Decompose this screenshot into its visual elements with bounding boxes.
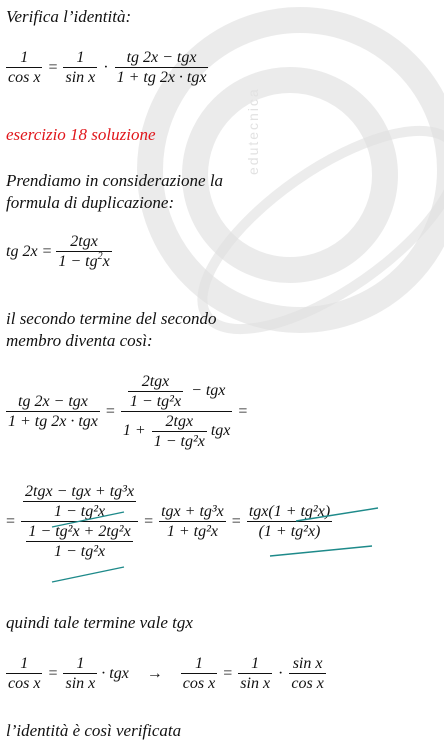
num: tg 2x − tgx bbox=[18, 393, 88, 410]
duplication-formula bbox=[6, 232, 112, 271]
line: membro diventa così: bbox=[6, 331, 153, 350]
num: tgx + tg³x bbox=[161, 503, 224, 520]
den: 1 + tg 2x · tgx bbox=[116, 69, 207, 86]
den: sin x bbox=[65, 675, 96, 692]
den: cos x bbox=[182, 675, 216, 692]
frac-rhs1 bbox=[63, 48, 97, 87]
num: tgx(1 + tg²x) bbox=[248, 503, 331, 520]
den: $1 - tg^2x$ bbox=[58, 251, 110, 270]
line: il secondo termine del secondo bbox=[6, 309, 217, 328]
num: 2tgx bbox=[70, 233, 98, 250]
num: 1 bbox=[20, 655, 29, 672]
step2-formula: = $\frac{\frac{\text{2tgx − tgx + tg³x}}{\text{1 − tg²x}}}{\frac{\text{1 − tg²x + 2tg²x}}{\text{1 − tg²x}}}$ = $\frac{\text{tgx + tg³x}}{\text{1 + tg²x}}$ = $\frac{\text{tgx(1 + tg²x)}}{\text{(1 + tg²x)}}$ bbox=[6, 483, 331, 560]
conclusion-1: quindi tale termine vale tgx bbox=[6, 613, 193, 632]
identity-formula: $\frac{1}{\text{cos x}}$ = $\frac{1}{\text{sin x}}$ · $\frac{\text{tg 2x − tgx}}{\text{1 + tg 2x · tgx}}$ bbox=[8, 49, 207, 86]
frac-step2-big bbox=[21, 482, 138, 561]
den: (1 + tg²x) bbox=[258, 523, 321, 540]
frac-rhs2 bbox=[115, 48, 209, 87]
den: sin x bbox=[65, 69, 96, 86]
num: 1 − tg²x + 2tg²x bbox=[28, 523, 131, 540]
den: 1 − tg²x bbox=[53, 543, 106, 560]
den: cos x bbox=[8, 69, 41, 86]
den: cos x bbox=[291, 675, 324, 692]
den: 1 − tg²x bbox=[53, 503, 106, 520]
compound-den bbox=[121, 412, 232, 451]
frac-step2-end bbox=[247, 502, 332, 541]
num: 2tgx bbox=[165, 413, 194, 430]
den: sin x bbox=[240, 675, 271, 692]
num: 2tgx − tgx + tg³x bbox=[25, 483, 135, 500]
line: Prendiamo in considerazione la bbox=[6, 171, 224, 190]
num: 1 bbox=[251, 655, 260, 672]
den: 1 − tg²x bbox=[129, 393, 182, 410]
paragraph-2 bbox=[6, 308, 217, 352]
den: 1 − tg²x bbox=[153, 433, 205, 450]
arrow-icon: → bbox=[146, 664, 163, 682]
big-den bbox=[24, 522, 134, 561]
frac-lhs bbox=[6, 48, 42, 87]
watermark-text: edutecnica bbox=[245, 87, 261, 175]
num: 1 bbox=[195, 655, 204, 672]
num: sin x bbox=[292, 655, 323, 672]
final-formula: $\frac{1}{\text{cos x}}$ = $\frac{1}{\text{sin x}}$ · tgx → $\frac{1}{\text{cos x}}$ = $\frac{1}{\text{sin x}}$ · $\frac{\text{sin x}}{\text{cos x}}$ bbox=[8, 655, 324, 692]
solution-label: esercizio 18 soluzione bbox=[6, 125, 156, 144]
num: 1 bbox=[76, 49, 85, 66]
compound-num bbox=[126, 372, 227, 411]
tail: · tgx bbox=[101, 664, 129, 682]
step1-formula: $\frac{\text{tg 2x − tgx}}{\text{1 + tg 2x · tgx}}$ = $\frac{\text{2tgx}}{\text{1 − tg²x}}$ − tgx 1 + $\frac{\text{2tgx}}{\text{1 − tg²x}}$ tgx = bbox=[8, 373, 248, 450]
frac-step2-mid bbox=[159, 502, 226, 541]
paragraph-1 bbox=[6, 170, 223, 214]
head: 1 + bbox=[122, 422, 146, 440]
frac-duplication bbox=[56, 232, 111, 271]
heading: Verifica l’identità: bbox=[6, 7, 132, 26]
line: formula di duplicazione: bbox=[6, 193, 175, 212]
num: 1 bbox=[20, 49, 29, 66]
num: tg 2x − tgx bbox=[126, 49, 197, 66]
num: 1 bbox=[76, 655, 85, 672]
tail: tgx bbox=[210, 422, 231, 440]
frac-step1-lhs bbox=[6, 392, 100, 431]
lhs: tg 2x = bbox=[6, 242, 53, 260]
conclusion-2: l’identità è così verificata bbox=[6, 721, 182, 740]
den: 1 + tg²x bbox=[166, 523, 218, 540]
big-num bbox=[21, 482, 138, 521]
den: cos x bbox=[8, 675, 41, 692]
tail: − tgx bbox=[191, 382, 226, 400]
num: 2tgx bbox=[141, 373, 170, 390]
frac-step1-compound bbox=[121, 372, 232, 451]
den: 1 + tg 2x · tgx bbox=[8, 413, 98, 430]
